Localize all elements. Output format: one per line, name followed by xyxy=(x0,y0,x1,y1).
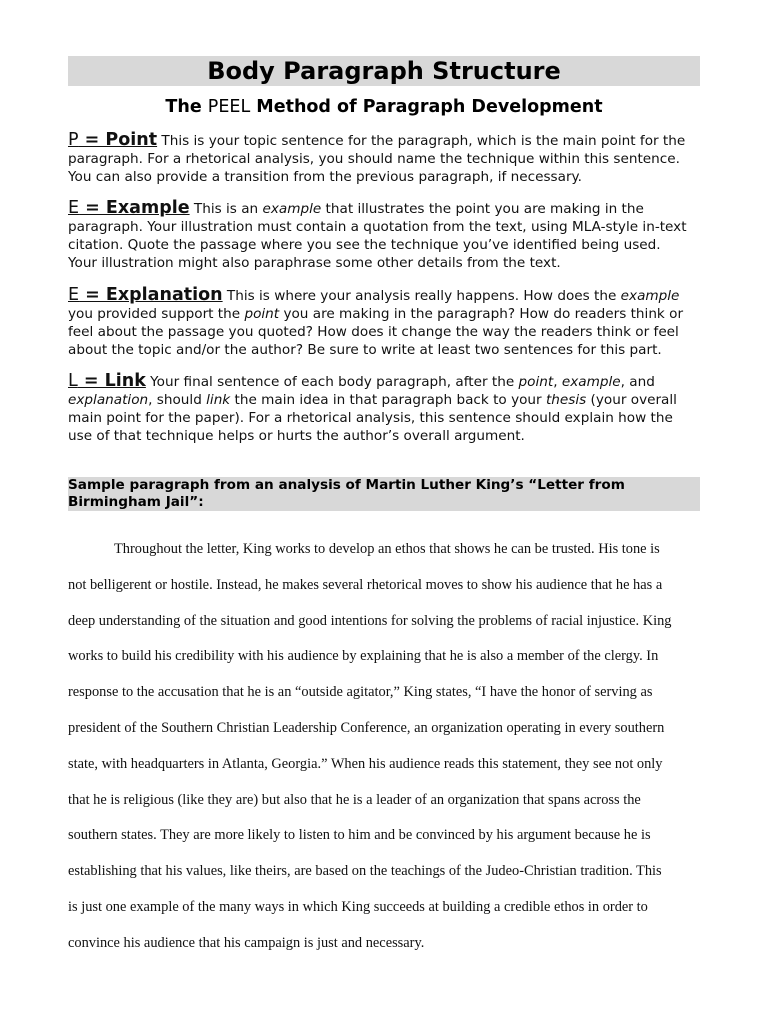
link-term xyxy=(68,371,146,391)
link-label: = Link xyxy=(77,371,146,391)
sample-line: establishing that his values, like theirs, are based on the teachings of the Judeo-Christian tradition. This xyxy=(68,863,662,880)
link-text-line: main point for the paper). For a rhetorical analysis, this sentence should explain how the xyxy=(68,410,673,426)
link-text-line: use of that technique helps or hurts the author’s overall argument. xyxy=(68,428,525,444)
link-text: Your final sentence of each body paragraph, after the xyxy=(145,374,519,390)
explanation-text: you provided support the xyxy=(68,306,245,322)
sample-heading xyxy=(68,477,700,511)
page-title: Body Paragraph Structure xyxy=(68,56,700,86)
explanation-label: = Explanation xyxy=(79,285,223,305)
sample-line: president of the Southern Christian Leadership Conference, an organization operating in every southern xyxy=(68,719,665,736)
sample-line: that he is religious (like they are) but also that he is a leader of an organization that spans across the xyxy=(68,791,641,808)
example-text-line: citation. Quote the passage where you see the technique you’ve identified being used. xyxy=(68,237,661,253)
sample-heading-line: Sample paragraph from an analysis of Martin Luther King’s “Letter from xyxy=(68,477,625,493)
sample-line: Throughout the letter, King works to develop an ethos that shows he can be trusted. His tone is xyxy=(114,541,660,557)
link-definition xyxy=(68,372,700,445)
point-term xyxy=(68,130,157,150)
point-text-line: This is your topic sentence for the paragraph, which is the main point for the xyxy=(157,133,686,149)
sample-line: works to build his credibility with his audience by explaining that he is also a member of the clergy. In xyxy=(68,648,659,665)
explanation-text: you are making in the paragraph? How do readers think or xyxy=(279,306,684,322)
link-text: , xyxy=(553,374,562,390)
link-letter: L xyxy=(68,371,78,391)
sample-line: state, with headquarters in Atlanta, Georgia.” When his audience reads this statement, they see not only xyxy=(68,755,663,772)
example-text-line: Your illustration might also paraphrase some other details from the text. xyxy=(68,255,561,271)
example-italic: example xyxy=(262,201,322,217)
example-definition xyxy=(68,199,700,272)
explanation-term xyxy=(68,285,223,305)
sample-line: southern states. They are more likely to listen to him and be convinced by his argument because he is xyxy=(68,827,651,844)
example-label: = Example xyxy=(79,198,190,218)
explanation-text-line: feel about the passage you quoted? How does it change the way the readers think or feel xyxy=(68,324,679,340)
explanation-italic: point xyxy=(244,306,280,322)
sample-heading-line: Birmingham Jail”: xyxy=(68,494,204,510)
sample-line: is just one example of the many ways in which King succeeds at building a credible ethos in order to xyxy=(68,898,648,915)
sample-paragraph xyxy=(68,532,700,962)
link-italic: thesis xyxy=(545,392,587,408)
explanation-definition xyxy=(68,286,700,359)
link-italic: explanation xyxy=(68,392,149,408)
sample-line: response to the accusation that he is an “outside agitator,” King states, “I have the honor of serving as xyxy=(68,684,653,701)
subtitle-post: Method of Paragraph Development xyxy=(250,97,603,117)
point-text-line: paragraph. For a rhetorical analysis, you should name the technique within this sentence. xyxy=(68,151,680,167)
point-text-line: You can also provide a transition from the previous paragraph, if necessary. xyxy=(68,169,582,185)
subtitle-peel: PEEL xyxy=(207,97,251,117)
link-italic: point xyxy=(518,374,554,390)
sample-line: deep understanding of the situation and good intentions for solving the problems of racial injustice. King xyxy=(68,612,672,629)
sample-line: convince his audience that his campaign is just and necessary. xyxy=(68,934,425,951)
example-text: This is an xyxy=(189,201,263,217)
explanation-italic: example xyxy=(620,288,680,304)
subtitle-pre: The xyxy=(165,97,208,117)
link-text: the main idea in that paragraph back to your xyxy=(230,392,546,408)
link-italic: example xyxy=(561,374,621,390)
explanation-text-line: about the topic and/or the author? Be sure to write at least two sentences for this part. xyxy=(68,342,662,358)
explanation-letter: E xyxy=(68,285,80,305)
point-definition xyxy=(68,131,700,186)
link-text: , should xyxy=(148,392,207,408)
example-text-line: paragraph. Your illustration must contain a quotation from the text, using MLA-style in-text xyxy=(68,219,687,235)
sample-line: not belligerent or hostile. Instead, he makes several rhetorical moves to show his audience that he has a xyxy=(68,576,663,593)
point-letter: P xyxy=(68,130,79,150)
link-text: (your overall xyxy=(586,392,677,408)
example-text: that illustrates the point you are making in the xyxy=(321,201,644,217)
point-label: = Point xyxy=(78,130,158,150)
link-italic: link xyxy=(206,392,231,408)
example-letter: E xyxy=(68,198,80,218)
link-text: , and xyxy=(620,374,655,390)
example-term xyxy=(68,198,190,218)
explanation-text: This is where your analysis really happens. How does the xyxy=(222,288,621,304)
subtitle xyxy=(68,97,700,117)
